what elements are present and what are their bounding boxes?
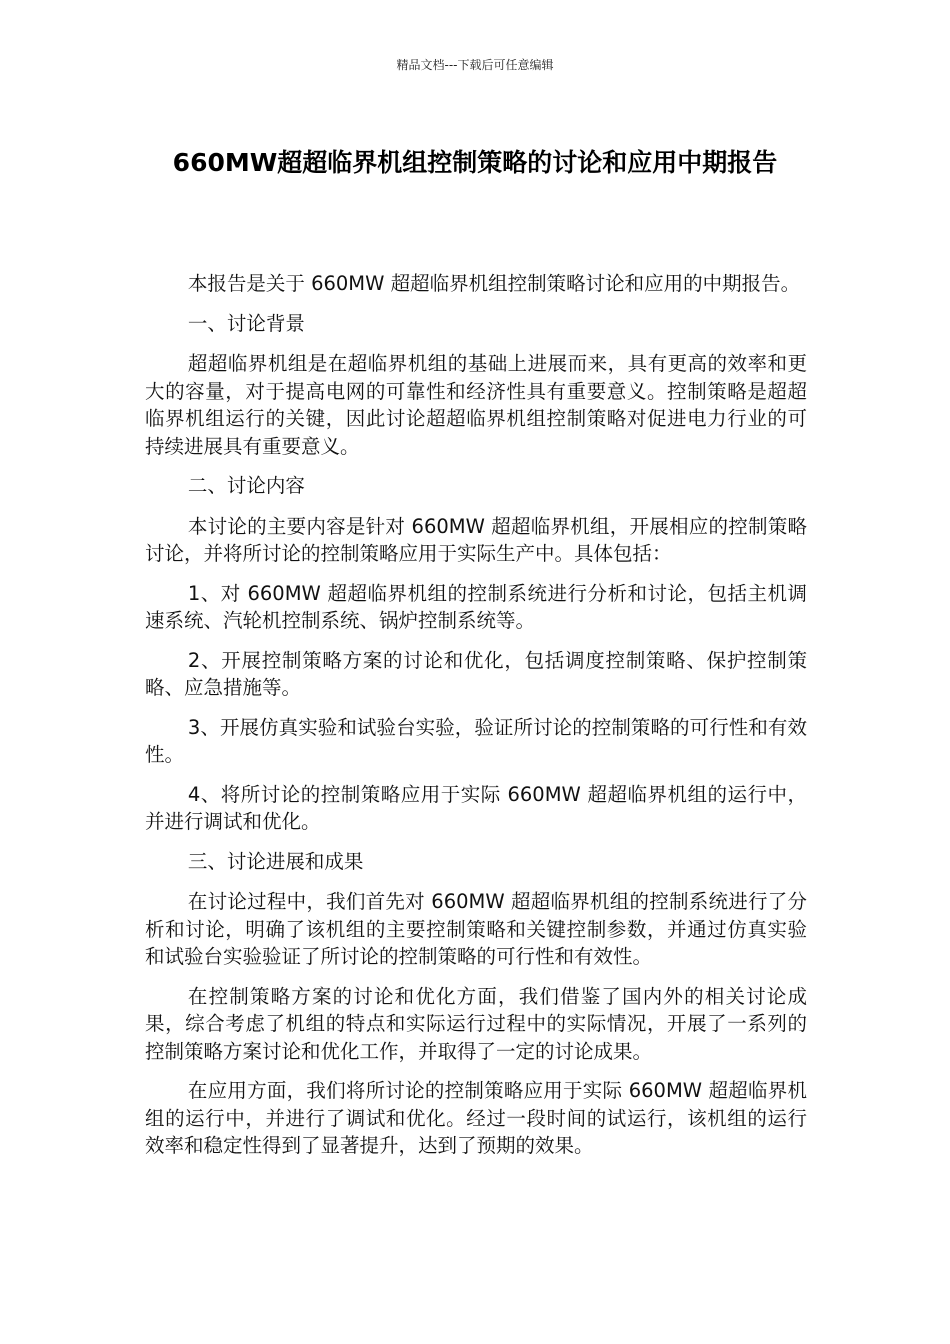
document-body bbox=[145, 270, 807, 1172]
intro-paragraph: 本报告是关于 660MW 超超临界机组控制策略讨论和应用的中期报告。 bbox=[187, 272, 801, 295]
content-item-4: 4、将所讨论的控制策略应用于实际 660MW 超超临界机组的运行中，并进行调试和优化。 bbox=[145, 782, 807, 833]
section-heading-content: 二、讨论内容 bbox=[187, 474, 305, 497]
content-item-2: 2、开展控制策略方案的讨论和优化，包括调度控制策略、保护控制策略、应急措施等。 bbox=[145, 648, 807, 699]
content-item-3: 3、开展仿真实验和试验台实验，验证所讨论的控制策略的可行性和有效性。 bbox=[145, 715, 807, 766]
document-title: 660MW超超临界机组控制策略的讨论和应用中期报告 bbox=[172, 148, 778, 177]
progress-paragraph-1: 在讨论过程中，我们首先对 660MW 超超临界机组的控制系统进行了分析和讨论，明确了该机组的主要控制策略和关键控制参数，并通过仿真实验和试验台实验验证了所讨论的控制策略的可行性和有效性。 bbox=[145, 890, 807, 968]
progress-paragraph-3: 在应用方面，我们将所讨论的控制策略应用于实际 660MW 超超临界机组的运行中，并进行了调试和优化。经过一段时间的试运行，该机组的运行效率和稳定性得到了显著提升，达到了预期的效果。 bbox=[145, 1079, 807, 1157]
section-heading-background: 一、讨论背景 bbox=[187, 311, 305, 335]
progress-paragraph-2: 在控制策略方案的讨论和优化方面，我们借鉴了国内外的相关讨论成果，综合考虑了机组的特点和实际运行过程中的实际情况，开展了一系列的控制策略方案讨论和优化工作，并取得了一定的讨论成果。 bbox=[145, 984, 807, 1063]
background-paragraph: 超超临界机组是在超临界机组的基础上进展而来，具有更高的效率和更大的容量，对于提高电网的可靠性和经济性具有重要意义。控制策略是超超临界机组运行的关键，因此讨论超超临界机组控制策略对促进电力行业的可持续进展具有重要意义。 bbox=[145, 352, 807, 458]
content-item-1: 1、对 660MW 超超临界机组的控制系统进行分析和讨论，包括主机调速系统、汽轮机控制系统、锅炉控制系统等。 bbox=[145, 581, 807, 632]
page-header: 精品文档---下载后可任意编辑 bbox=[396, 58, 554, 72]
section-heading-progress: 三、讨论进展和成果 bbox=[187, 849, 364, 873]
content-paragraph: 本讨论的主要内容是针对 660MW 超超临界机组，开展相应的控制策略讨论，并将所讨论的控制策略应用于实际生产中。具体包括： bbox=[145, 514, 807, 565]
